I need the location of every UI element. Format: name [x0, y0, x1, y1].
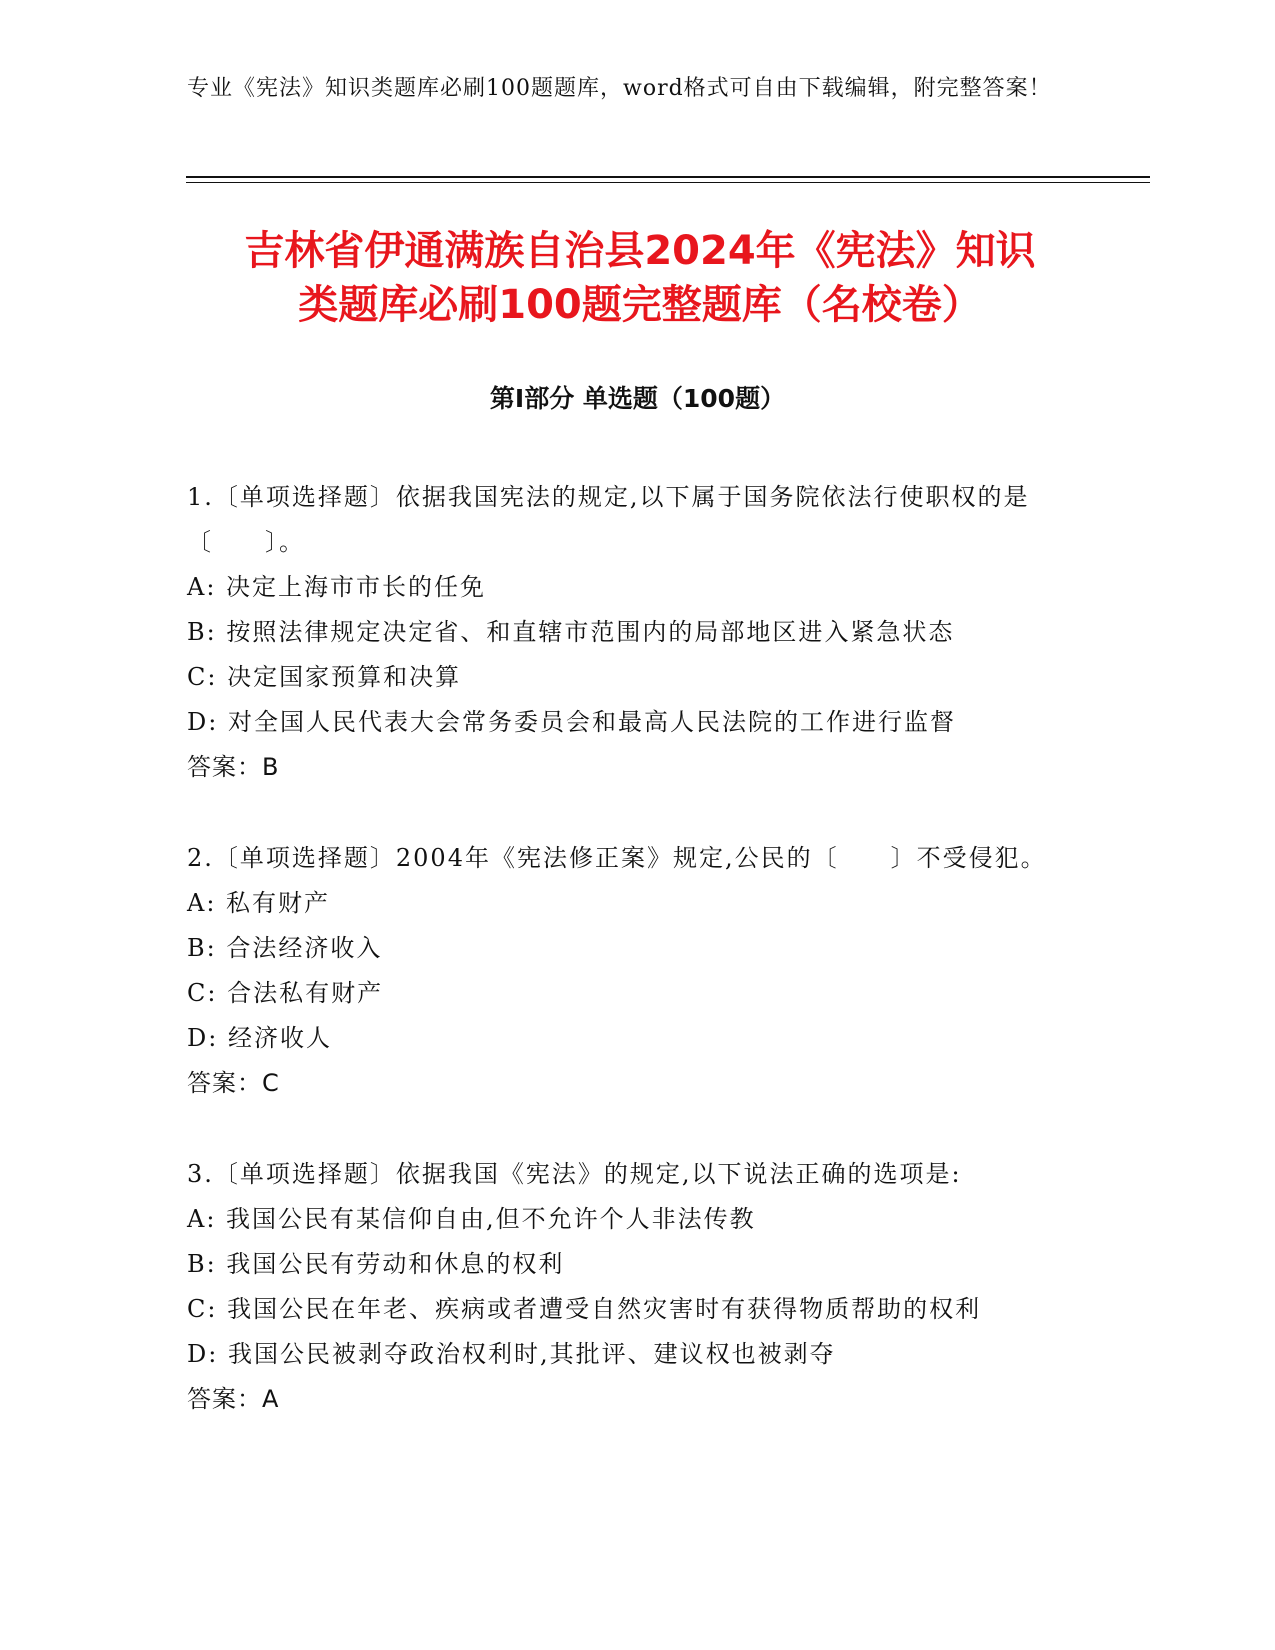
- document-title: [160, 224, 1120, 332]
- option-b: B: 合法经济收入: [187, 934, 383, 962]
- option-a: A: 私有财产: [187, 889, 331, 917]
- question-stem: 3.〔单项选择题〕依据我国《宪法》的规定,以下说法正确的选项是:: [187, 1160, 962, 1188]
- option-c: C: 决定国家预算和决算: [187, 663, 462, 691]
- section-heading: 第Ⅰ部分 单选题（100题）: [489, 384, 786, 413]
- header-rule-thick: [186, 176, 1150, 178]
- answer-label: 答案：C: [187, 1069, 280, 1097]
- header-rule-thin: [186, 182, 1150, 183]
- option-a: A: 决定上海市市长的任免: [187, 573, 487, 601]
- question-stem: 2.〔单项选择题〕2004年《宪法修正案》规定,公民的〔 〕不受侵犯。: [187, 844, 1047, 872]
- document-title-line-2: 类题库必刷100题完整题库（名校卷）: [298, 282, 982, 328]
- option-a: A: 我国公民有某信仰自由,但不允许个人非法传教: [187, 1205, 756, 1233]
- option-c: C: 我国公民在年老、疾病或者遭受自然灾害时有获得物质帮助的权利: [187, 1295, 982, 1323]
- option-c: C: 合法私有财产: [187, 979, 384, 1007]
- question-list: [187, 475, 1082, 1468]
- question-stem: 1.〔单项选择题〕依据我国宪法的规定,以下属于国务院依法行使职权的是〔 〕。: [187, 483, 1030, 556]
- document-title-line-1: 吉林省伊通满族自治县2024年《宪法》知识: [244, 228, 1036, 274]
- answer-label: 答案：B: [187, 753, 280, 781]
- option-b: B: 按照法律规定决定省、和直辖市范围内的局部地区进入紧急状态: [187, 618, 955, 646]
- option-d: D: 对全国人民代表大会常务委员会和最高人民法院的工作进行监督: [187, 708, 956, 736]
- option-d: D: 经济收人: [187, 1024, 332, 1052]
- header-note: 专业《宪法》知识类题库必刷100题题库，word格式可自由下载编辑，附完整答案！: [187, 76, 1052, 101]
- option-d: D: 我国公民被剥夺政治权利时,其批评、建议权也被剥夺: [187, 1340, 836, 1368]
- question-3: [187, 1152, 1082, 1422]
- option-b: B: 我国公民有劳动和休息的权利: [187, 1250, 565, 1278]
- question-2: [187, 836, 1082, 1106]
- question-1: [187, 475, 1082, 790]
- answer-label: 答案：A: [187, 1385, 280, 1413]
